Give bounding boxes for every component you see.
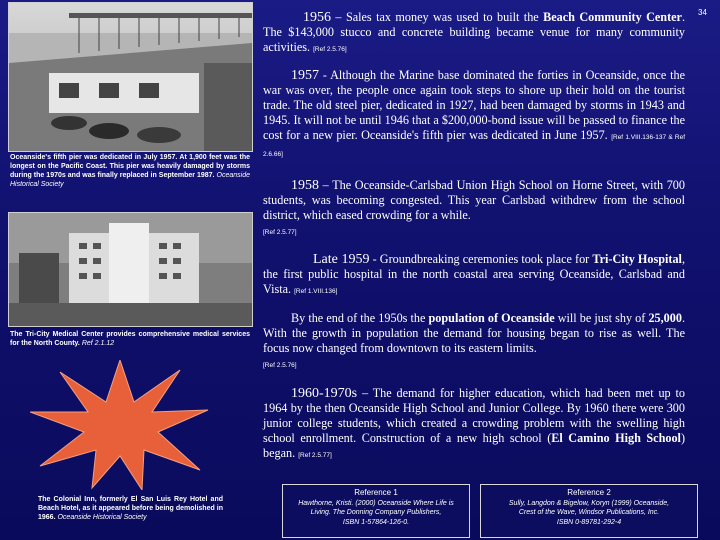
pier-photo-art: [9, 3, 252, 151]
paragraph-1956-text: – Sales tax money was used to built the: [331, 10, 544, 24]
colonial-inn-caption-text: The Colonial Inn, formerly El San Luis Rey Hotel and Beach Hotel, as it appeared before being demolished in 1966.: [38, 496, 223, 522]
reference-1-line1: Hawthorne, Kristi. (2000) Oceanside Where Life is: [298, 499, 454, 507]
year-1956: 1956: [303, 10, 331, 25]
hospital-photo-art: [9, 213, 252, 326]
reference-2-line2: Crest of the Wave, Windsor Publications, Inc.: [518, 509, 660, 517]
reference-1-box: [282, 484, 470, 538]
reference-1-line3: ISBN 1-57864-126-0.: [342, 518, 410, 526]
reference-2-title: Reference 2: [567, 488, 611, 497]
page-number: 34: [698, 8, 707, 17]
population-of-oceanside: population of Oceanside: [428, 311, 555, 325]
ref-1960-1970s: [Ref 2.5.77]: [298, 452, 332, 459]
starburst-shape: [30, 360, 208, 490]
paragraph-1956-rest: . The $143,000 stucco and concrete building became venue for many community activities.: [263, 10, 685, 54]
beach-community-center: Beach Community Center: [543, 10, 682, 24]
ref-population: [Ref 2.5.76]: [263, 362, 297, 369]
paragraph-1958: [263, 178, 685, 240]
hospital-caption: [10, 330, 250, 348]
pier-caption-source: Oceanside Historical Society: [10, 172, 251, 189]
pier-caption: [10, 153, 250, 189]
reference-2-line3: ISBN 0-89781-292-4: [556, 518, 622, 526]
hospital-caption-source: Ref 2.1.12: [81, 340, 115, 348]
ref-1958: [Ref 2.5.77]: [263, 229, 297, 236]
reference-2-box: [480, 484, 698, 538]
paragraph-1956: [263, 10, 685, 57]
reference-1-line2: Living. The Donning Company Publishers,: [310, 509, 442, 517]
paragraph-1960-1970s-text: – The demand for higher education, which had been met up to 1964 by the then Oceanside High School and Junior College. By 1960 there were 300 junior college students, which created a crowding problem with the swelling high school enrollment. Construction of a new high school (: [263, 386, 685, 445]
paragraph-population: [263, 311, 685, 373]
colonial-inn-starburst: [30, 360, 210, 490]
hospital-caption-text: The Tri-City Medical Center provides comprehensive medical services for the North County.: [10, 331, 250, 348]
paragraph-1957: [263, 68, 685, 162]
paragraph-population-rest2: . With the growth in population the demand for housing began to rise as well. The focus now changed from downtown to its eastern limits.: [263, 311, 685, 355]
population-value: 25,000: [648, 311, 682, 325]
ref-1957: [Ref 1.VIII.136-137 & Ref 2.6.66]: [263, 134, 686, 158]
pier-caption-text: Oceanside's fifth pier was dedicated in July 1957. At 1,900 feet was the longest on the Pacific Coast. This pier was heavily damaged by storms during the 1970s and was finally replaced in September 1987.: [10, 154, 250, 180]
paragraph-1957-text: - Although the Marine base dominated the forties in Oceanside, once the war was over, the people once again took steps to shore up their hold on the tourist trade. The old steel pier, dedicated in 1927, had been damaged by storms in 1943 and 1945. It will not be until 1946 that a $200,000-bond issue will be passed to finance the cost for a new pier. Oceanside's fifth pier was dedicated in June 1957.: [263, 68, 685, 142]
paragraph-population-text: By the end of the 1950s the: [291, 311, 429, 325]
paragraph-1960-1970s-rest: ) began.: [263, 431, 685, 460]
paragraph-late-1959: [263, 252, 685, 299]
year-1958: 1958: [291, 178, 319, 193]
pier-photo: [8, 2, 253, 152]
el-camino-high-school: El Camino High School: [551, 431, 681, 445]
paragraph-1958-text: – The Oceanside-Carlsbad Union High School on Horne Street, with 700 students, was becoming congested. This year Carlsbad withdrew from the school district, which eased crowding for a while.: [263, 178, 685, 222]
paragraph-population-rest: will be just shy of: [554, 311, 649, 325]
ref-1956: [Ref 2.5.76]: [313, 46, 347, 53]
year-1957: 1957: [291, 68, 319, 83]
paragraph-late-1959-rest: , the first public hospital in the north coastal area serving Oceanside, Carlsbad and Vista.: [263, 252, 685, 296]
year-late-1959: Late 1959: [313, 252, 370, 267]
colonial-inn-caption: [38, 495, 223, 522]
reference-2-line1: Sully, Langdon & Bigelow, Koryn (1999) Oceanside,: [508, 499, 670, 507]
ref-late-1959: [Ref 1.VIII.136]: [294, 288, 338, 295]
year-1960-1970s: 1960-1970s: [291, 386, 358, 401]
colonial-inn-caption-source: Oceanside Historical Society: [57, 514, 147, 522]
paragraph-late-1959-text: - Groundbreaking ceremonies took place for: [369, 252, 593, 266]
reference-1-title: Reference 1: [354, 488, 398, 497]
tri-city-hospital: Tri-City Hospital: [592, 252, 682, 266]
paragraph-1960-1970s: [263, 386, 685, 463]
hospital-photo: [8, 212, 253, 327]
